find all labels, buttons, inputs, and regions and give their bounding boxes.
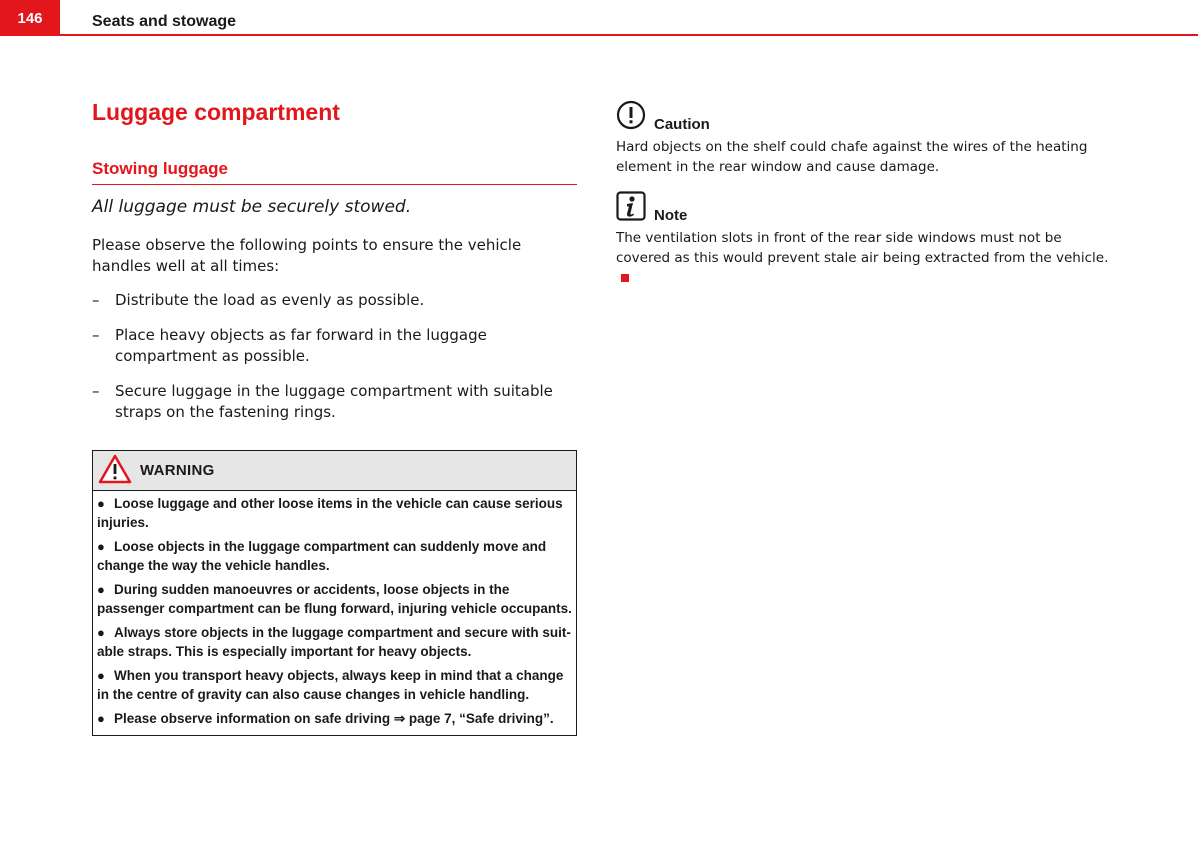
main-column <box>92 96 577 437</box>
warning-item <box>97 580 572 618</box>
note-text-block <box>616 228 1116 288</box>
dash-marker: – <box>92 382 100 400</box>
warning-item <box>97 623 572 661</box>
bullet-marker: ● <box>97 539 105 554</box>
caution-header <box>616 104 1116 134</box>
warning-item <box>97 494 572 532</box>
warning-item-text: During sudden manoeuvres or accidents, loose objects in the passenger compartment can be flung forward, injuring vehicle occupants. <box>97 582 572 616</box>
warning-item-text: Please observe information on safe driving ⇒ page 7, “Safe driving”. <box>114 711 554 726</box>
warning-title: WARNING <box>140 462 215 479</box>
page-title: Luggage compartment <box>92 99 340 125</box>
running-header: Seats and stowage <box>92 13 237 30</box>
instruction-paragraph: Please observe the following points to ensure the vehicle handles well at all times: <box>92 236 522 275</box>
dash-marker: – <box>92 291 100 309</box>
warning-triangle-icon <box>98 454 132 488</box>
exclamation-circle-icon <box>616 100 646 134</box>
bullet-marker: ● <box>97 711 105 726</box>
warning-item-text: When you transport heavy objects, always keep in mind that a change in the centre of gravity can also cause changes in vehicle handling. <box>97 668 564 702</box>
caution-text: Hard objects on the shelf could chafe against the wires of the heating element in the rear window and cause damage. <box>616 139 1088 175</box>
warning-item-text: Loose objects in the luggage compartment can suddenly move and change the way the vehicle handles. <box>97 539 547 573</box>
caution-title: Caution <box>654 116 710 133</box>
warning-item <box>97 537 572 575</box>
bullet-marker: ● <box>97 668 105 683</box>
warning-box <box>92 450 577 736</box>
warning-item <box>97 666 572 704</box>
instruction-list <box>92 290 577 423</box>
caution-notice <box>616 104 1116 177</box>
list-item-text: Secure luggage in the luggage compartment with suitable straps on the fastening rings. <box>115 382 553 421</box>
warning-item <box>97 709 572 728</box>
note-header <box>616 195 1116 225</box>
list-item-text: Place heavy objects as far forward in the luggage compartment as possible. <box>115 326 487 365</box>
side-column <box>616 104 1116 306</box>
dash-marker: – <box>92 326 100 344</box>
note-text: The ventilation slots in front of the rear side windows must not be covered as this would prevent stale air being extracted from the vehicle. <box>616 230 1109 266</box>
note-notice <box>616 195 1116 288</box>
section-heading: Stowing luggage <box>92 158 577 185</box>
end-of-section-marker <box>621 274 629 282</box>
list-item <box>92 381 577 423</box>
bullet-marker: ● <box>97 582 105 597</box>
info-icon <box>616 191 646 225</box>
warning-item-text: Always store objects in the luggage compartment and secure with suit-able straps. This is especially important for heavy objects. <box>97 625 571 659</box>
page-number: 146 <box>0 0 60 36</box>
list-item-text: Distribute the load as evenly as possible. <box>115 291 425 309</box>
warning-body <box>93 491 576 735</box>
bullet-marker: ● <box>97 625 105 640</box>
intro-text: All luggage must be securely stowed. <box>92 197 412 217</box>
warning-header <box>93 451 576 491</box>
list-item <box>92 290 577 311</box>
warning-item-text: Loose luggage and other loose items in the vehicle can cause serious injuries. <box>97 496 563 530</box>
bullet-marker: ● <box>97 496 105 511</box>
note-title: Note <box>654 207 688 224</box>
header-divider <box>0 34 1198 36</box>
list-item <box>92 325 577 367</box>
